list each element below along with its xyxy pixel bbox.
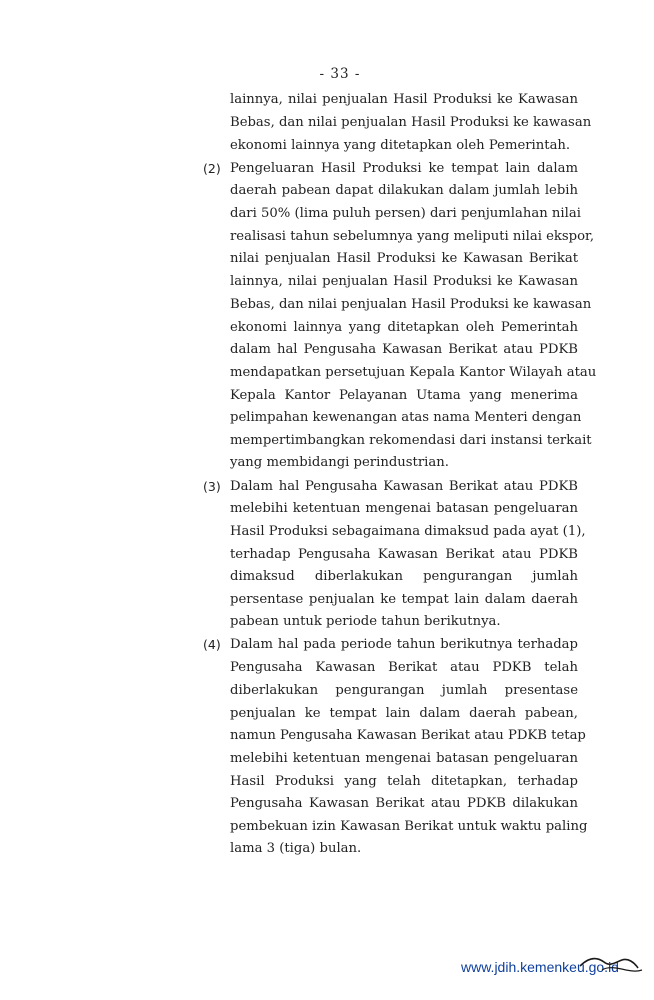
text-line: dalam hal Pengusaha Kawasan Berikat atau PDKB: [230, 342, 578, 357]
footer-url-link[interactable]: www.jdih.kemenkeu.go.id: [461, 959, 619, 975]
text-line: Pengusaha Kawasan Berikat atau PDKB dilakukan: [230, 796, 578, 811]
signature-mark: [578, 948, 644, 982]
page-number: - 33 -: [319, 66, 361, 82]
text-line: dimaksud diberlakukan pengurangan jumlah: [230, 569, 578, 584]
paragraph-number: (4): [203, 637, 221, 652]
text-line: Hasil Produksi yang telah ditetapkan, terhadap: [230, 774, 578, 789]
text-line: realisasi tahun sebelumnya yang meliputi nilai ekspor,: [230, 229, 595, 244]
text-line: Kepala Kantor Pelayanan Utama yang menerima: [230, 388, 578, 403]
text-line: lama 3 (tiga) bulan.: [230, 841, 362, 856]
text-line: mendapatkan persetujuan Kepala Kantor Wilayah atau: [230, 365, 597, 380]
text-line: dari 50% (lima puluh persen) dari penjumlahan nilai: [230, 206, 581, 221]
text-line: penjualan ke tempat lain dalam daerah pabean,: [230, 706, 578, 721]
text-line: pembekuan izin Kawasan Berikat untuk waktu paling: [230, 819, 588, 834]
text-line: Pengusaha Kawasan Berikat atau PDKB telah: [230, 660, 578, 675]
text-line: daerah pabean dapat dilakukan dalam jumlah lebih: [230, 183, 578, 198]
text-line: pelimpahan kewenangan atas nama Menteri dengan: [230, 410, 582, 425]
text-line: Bebas, dan nilai penjualan Hasil Produksi ke kawasan: [230, 115, 592, 130]
text-line: yang membidangi perindustrian.: [230, 455, 449, 470]
text-line: Pengeluaran Hasil Produksi ke tempat lain dalam: [230, 161, 578, 176]
text-line: Dalam hal Pengusaha Kawasan Berikat atau PDKB: [230, 479, 578, 494]
paragraph-number: (2): [203, 161, 221, 176]
text-line: Hasil Produksi sebagaimana dimaksud pada ayat (1),: [230, 524, 586, 539]
paragraph-number: (3): [203, 479, 221, 494]
text-line: namun Pengusaha Kawasan Berikat atau PDKB tetap: [230, 728, 586, 743]
text-line: Bebas, dan nilai penjualan Hasil Produksi ke kawasan: [230, 297, 592, 312]
text-line: Dalam hal pada periode tahun berikutnya terhadap: [230, 637, 578, 652]
text-line: melebihi ketentuan mengenai batasan pengeluaran: [230, 751, 578, 766]
text-line: lainnya, nilai penjualan Hasil Produksi ke Kawasan: [230, 274, 578, 289]
text-line: ekonomi lainnya yang ditetapkan oleh Pemerintah.: [230, 138, 571, 153]
text-line: terhadap Pengusaha Kawasan Berikat atau PDKB: [230, 547, 578, 562]
text-line: persentase penjualan ke tempat lain dalam daerah: [230, 592, 578, 607]
text-line: diberlakukan pengurangan jumlah presentase: [230, 683, 578, 698]
text-line: nilai penjualan Hasil Produksi ke Kawasan Berikat: [230, 251, 578, 266]
text-line: melebihi ketentuan mengenai batasan pengeluaran: [230, 501, 578, 516]
text-line: pabean untuk periode tahun berikutnya.: [230, 614, 501, 629]
text-line: ekonomi lainnya yang ditetapkan oleh Pemerintah: [230, 320, 578, 335]
text-line: mempertimbangkan rekomendasi dari instansi terkait: [230, 433, 592, 448]
text-line: lainnya, nilai penjualan Hasil Produksi ke Kawasan: [230, 92, 578, 107]
